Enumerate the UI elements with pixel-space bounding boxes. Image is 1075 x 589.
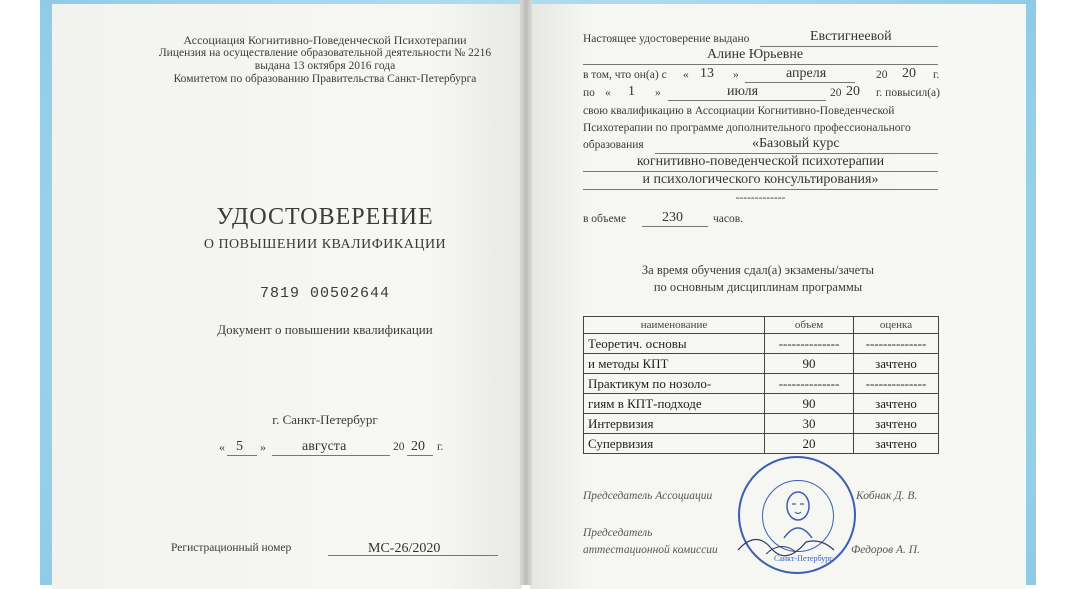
volume-hours: 230 [662, 210, 683, 225]
commission-label-2: аттестационной комиссии [583, 544, 718, 556]
recipient-surname: Евстигнеевой [810, 29, 892, 44]
license-text: Лицензия на осуществление образовательной деятельности № 2216 [158, 47, 492, 59]
from-year-prefix: 20 [876, 69, 888, 81]
stamp-text: Санкт-Петербург [774, 554, 833, 563]
to-quote-open: « [605, 87, 611, 99]
exams-heading-2: по основным дисциплинам программы [653, 280, 863, 294]
program-underline-3 [583, 189, 938, 190]
row-name: и методы КПТ [584, 354, 765, 374]
table-row [584, 334, 939, 354]
row-grade: -------------- [854, 374, 939, 394]
month-underline [272, 455, 390, 456]
qualification-line-1: свою квалификацию в Ассоциации Когнитивно-Поведенческой [583, 105, 895, 117]
row-volume: -------------- [765, 334, 854, 354]
row-name: Интервизия [584, 414, 765, 434]
to-label: по [583, 87, 595, 99]
grades-table [583, 316, 939, 454]
registration-label: Регистрационный номер [171, 542, 292, 554]
registration-number: МС-26/2020 [368, 541, 441, 556]
row-volume: -------------- [765, 374, 854, 394]
row-volume: 90 [765, 354, 854, 374]
year-prefix: 20 [393, 441, 405, 453]
row-name: гиям в КПТ-подходе [584, 394, 765, 414]
from-quote-close: » [733, 69, 739, 81]
qualification-line-3: образования [583, 139, 644, 151]
row-grade: зачтено [854, 354, 939, 374]
org-name: Ассоциация Когнитивно-Поведенческой Психотерапии [183, 33, 467, 47]
to-quote-close: » [655, 87, 661, 99]
date-quote-close: » [260, 440, 266, 454]
document-type: Документ о повышении квалификации [217, 322, 433, 337]
year-underline [407, 455, 433, 456]
chair-name: Кобнак Д. В. [856, 490, 918, 502]
grades-header-row [584, 317, 939, 334]
row-grade: зачтено [854, 434, 939, 454]
program-line-2: когнитивно-поведенческой психотерапии [636, 154, 885, 169]
certificate-title: УДОСТОВЕРЕНИЕ [216, 204, 434, 230]
row-grade: -------------- [854, 334, 939, 354]
row-grade: зачтено [854, 394, 939, 414]
commission-name: Федоров А. П. [851, 544, 920, 556]
issue-year: 20 [411, 439, 425, 454]
from-day: 13 [700, 66, 714, 81]
chair-label: Председатель Ассоциации [583, 490, 713, 502]
table-row [584, 414, 939, 434]
certificate-subtitle: О ПОВЫШЕНИИ КВАЛИФИКАЦИИ [203, 237, 447, 252]
program-dashes: ------------- [735, 192, 786, 204]
table-row [584, 374, 939, 394]
to-year-suffix: г. повысил(а) [876, 87, 940, 99]
from-label: в том, что он(а) с [583, 69, 667, 81]
row-volume: 20 [765, 434, 854, 454]
program-line-1: «Базовый курс [752, 136, 840, 151]
volume-label: в объеме [583, 213, 627, 225]
row-grade: зачтено [854, 414, 939, 434]
license-date: выдана 13 октября 2016 года [254, 60, 396, 72]
year-suffix: г. [437, 441, 444, 453]
certificate-number: 7819 00502644 [259, 285, 391, 302]
from-year: 20 [902, 66, 916, 81]
header-volume: объем [765, 317, 854, 334]
day-underline [227, 455, 257, 456]
row-volume: 30 [765, 414, 854, 434]
recipient-given-names: Алине Юрьевне [707, 47, 804, 62]
to-year: 20 [846, 84, 860, 99]
row-name: Теоретич. основы [584, 334, 765, 354]
issue-day: 5 [236, 439, 243, 454]
signature-scribble [736, 520, 836, 560]
commission-label-1: Председатель [583, 527, 653, 539]
row-name: Супервизия [584, 434, 765, 454]
certificate-spine [520, 0, 532, 585]
license-issuer: Комитетом по образованию Правительства Санкт-Петербурга [173, 73, 477, 85]
row-volume: 90 [765, 394, 854, 414]
qualification-line-2: Психотерапии по программе дополнительного профессионального [583, 122, 911, 134]
header-name: наименование [584, 317, 765, 334]
to-month-underline [668, 100, 826, 101]
given-names-underline [583, 64, 938, 65]
volume-underline [642, 226, 708, 227]
issue-month: августа [302, 439, 347, 454]
exams-heading-1: За время обучения сдал(а) экзамены/зачеты [641, 263, 875, 277]
to-day: 1 [628, 84, 635, 99]
header-grade: оценка [854, 317, 939, 334]
table-row [584, 354, 939, 374]
from-year-suffix: г. [933, 69, 940, 81]
from-quote-open: « [683, 69, 689, 81]
row-name: Практикум по нозоло- [584, 374, 765, 394]
from-month-underline [745, 82, 855, 83]
to-month: июля [727, 84, 759, 99]
program-line-3: и психологического консультирования» [642, 172, 879, 187]
hours-label: часов. [713, 213, 744, 225]
issue-city: г. Санкт-Петербург [272, 412, 378, 427]
to-year-prefix: 20 [830, 87, 842, 99]
from-month: апреля [786, 66, 827, 81]
issued-to-label: Настоящее удостоверение выдано [583, 33, 750, 45]
table-row [584, 394, 939, 414]
table-row [584, 434, 939, 454]
date-quote-open: « [219, 440, 225, 454]
